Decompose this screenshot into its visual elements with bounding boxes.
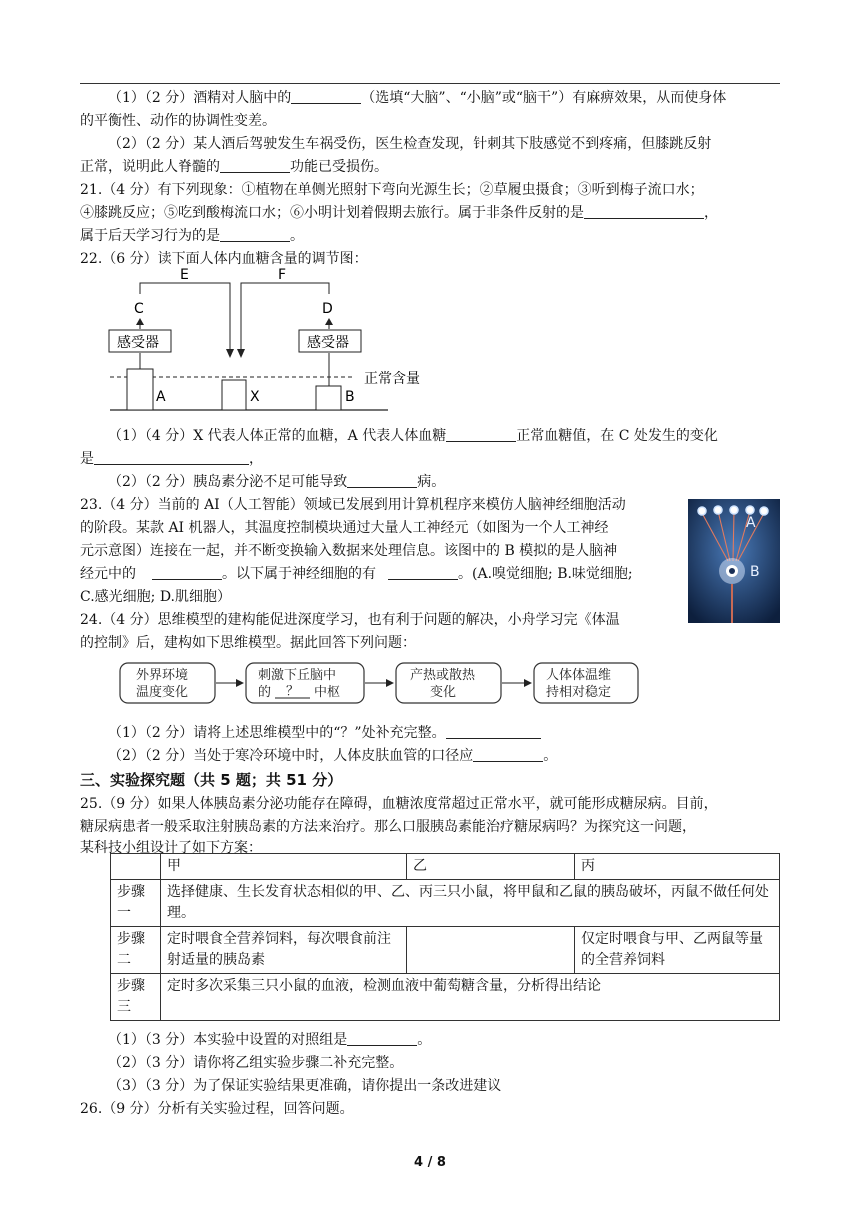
q25-line3: 某科技小组设计了如下方案： [80,840,262,856]
neuron-label-B: B [750,564,760,580]
section-title: 三、实验探究题（共 5 题；共 51 分） [80,771,343,789]
table-header-cell: 丙 [575,854,780,880]
label-E: E [180,267,189,283]
q23-line3: 元示意图）连接在一起，并不断变换输入数据来处理信息。该图中的 B 模拟的是人脑神 [80,543,618,559]
table-row [111,927,780,974]
thermoregulation-flow-model [112,658,652,710]
page-number: 4 / 8 [414,1155,446,1170]
normal-level-label: 正常含量 [364,371,420,387]
sensor-right: 感受器 [307,335,349,351]
answer-blank[interactable] [388,565,458,580]
q23-line2: 的阶段。某款 AI 机器人，其温度控制模块通过大量人工神经元（如图为一个人工神经 [80,520,609,536]
label-B: B [345,389,355,405]
top-rule [80,83,780,84]
q24-1-line: （1）（2 分）请将上述思维模型中的“？”处补充完整。 [108,723,541,743]
artificial-neuron-image [688,499,780,623]
flow-box2-prefix: 的 [258,685,272,700]
q21-line3: 属于后天学习行为的是 。 [80,228,304,244]
flow-box2-suffix: 中枢 [314,685,341,700]
label-A: A [156,389,166,405]
flow-box3-line1: 产热或散热 [410,668,476,683]
table-header-cell [111,854,161,880]
step1-cell: 选择健康、生长发育状态相似的甲、乙、丙三只小鼠，将甲鼠和乙鼠的胰岛破坏，丙鼠不做任何处理。 [161,880,780,927]
answer-blank[interactable] [446,427,516,442]
table-header-row [111,854,780,880]
step3-cell: 定时多次采集三只小鼠的血液，检测血液中葡萄糖含量，分析得出结论 [161,974,780,1021]
step2-yi-cell[interactable] [407,927,575,974]
q20-2-line: （2）（2 分）某人酒后驾驶发生车祸受伤，医生检查发现，针刺其下肢感觉不到疼痛，但膝跳反射 [108,136,712,152]
q20-1-line: （1）（2 分）酒精对人脑中的 （选填“大脑”、“小脑”或“脑干”）有麻痹效果，从而使身体 [108,90,727,106]
answer-blank[interactable] [347,1031,417,1046]
table-header-cell: 甲 [161,854,407,880]
label-D: D [322,301,333,317]
q20-1-line2: 的平衡性、动作的协调性变差。 [80,113,276,129]
blood-sugar-diagram [100,265,460,415]
answer-blank[interactable] [220,158,290,173]
answer-blank[interactable] [473,747,543,762]
answer-blank[interactable] [291,89,361,104]
q24-line2: 的控制》后，建构如下思维模型。据此回答下列问题： [80,635,416,651]
answer-blank[interactable] [446,724,541,739]
neuron-label-A: A [746,515,756,531]
q25-1-line: （1）（3 分）本实验中设置的对照组是 。 [108,1032,432,1048]
table-row [111,880,780,927]
flow-box3-line2: 变化 [430,685,457,700]
q25-line2: 糖尿病患者一般采取注射胰岛素的方法来治疗。那么口服胰岛素能治疗糖尿病吗？为探究这一问题， [80,819,696,835]
flow-box1-line2: 温度变化 [136,685,189,700]
q25-2-line: （2）（3 分）请你将乙组实验步骤二补充完整。 [108,1055,404,1071]
experiment-table [110,853,780,1021]
label-F: F [278,267,287,283]
label-C: C [134,301,144,317]
sensor-left: 感受器 [117,335,159,351]
q22-line: 22.（6 分）读下面人体内血糖含量的调节图： [80,251,368,267]
q21-line2: ④膝跳反应；⑤吃到酸梅流口水；⑥小明计划着假期去旅行。属于非条件反射的是 ， [80,205,718,221]
q22-2-line: （2）（2 分）胰岛素分泌不足可能导致 病。 [108,474,446,490]
step-label: 步骤二 [111,927,161,974]
step2-bing-cell: 仅定时喂食与甲、乙两鼠等量的全营养饲料 [575,927,780,974]
table-row [111,974,780,1021]
q24-line1: 24.（4 分）思维模型的建构能促进深度学习，也有利于问题的解决，小舟学习完《体温 [80,612,620,628]
step2-jia-cell: 定时喂食全营养饲料，每次喂食前注射适量的胰岛素 [161,927,407,974]
q23-line5: C.感光细胞; D.肌细胞） [80,589,232,605]
q23-line1: 23.（4 分）当前的 AI（人工智能）领域已发展到用计算机程序来模仿人脑神经细胞活动 [80,497,626,513]
q25-3-line: （3）（3 分）为了保证实验结果更准确，请你提出一条改进建议 [108,1078,502,1094]
q25-line1: 25.（9 分）如果人体胰岛素分泌功能存在障碍，血糖浓度常超过正常水平，就可能形成糖尿病。目前， [80,796,718,812]
answer-blank[interactable] [152,565,222,580]
q26-line: 26.（9 分）分析有关实验过程，回答问题。 [80,1101,354,1117]
q24-2-line: （2）（2 分）当处于寒冷环境中时，人体皮肤血管的口径应 。 [108,748,558,764]
q22-1-line: （1）（4 分）X 代表人体正常的血糖，A 代表人体血糖 正常血糖值，在 C 处发生的变化 [108,428,718,444]
step-label: 步骤三 [111,974,161,1021]
flow-box4-line1: 人体体温维 [546,668,612,683]
q23-line4: 经元中的 。以下属于神经细胞的有 。(A.嗅觉细胞; B.味觉细胞; [80,566,633,582]
q20-2-line2: 正常，说明此人脊髓的 功能已受损伤。 [80,159,388,175]
flow-box2-line1: 刺激下丘脑中 [258,668,337,683]
flow-box4-line2: 持相对稳定 [546,685,612,700]
step-label: 步骤一 [111,880,161,927]
q22-1-line2: 是 ， [80,451,263,467]
answer-blank[interactable] [584,204,704,219]
table-header-cell: 乙 [407,854,575,880]
flow-box1-line1: 外界环境 [136,668,189,683]
answer-blank[interactable] [347,473,417,488]
q21-line1: 21.（4 分）有下列现象：①植物在单侧光照射下弯向光源生长；②草履虫摄食；③听到梅子流口水； [80,182,704,198]
label-X: X [250,389,260,405]
flow-box2-question: ？ [286,684,300,699]
answer-blank[interactable] [94,450,249,465]
answer-blank[interactable] [220,227,290,242]
